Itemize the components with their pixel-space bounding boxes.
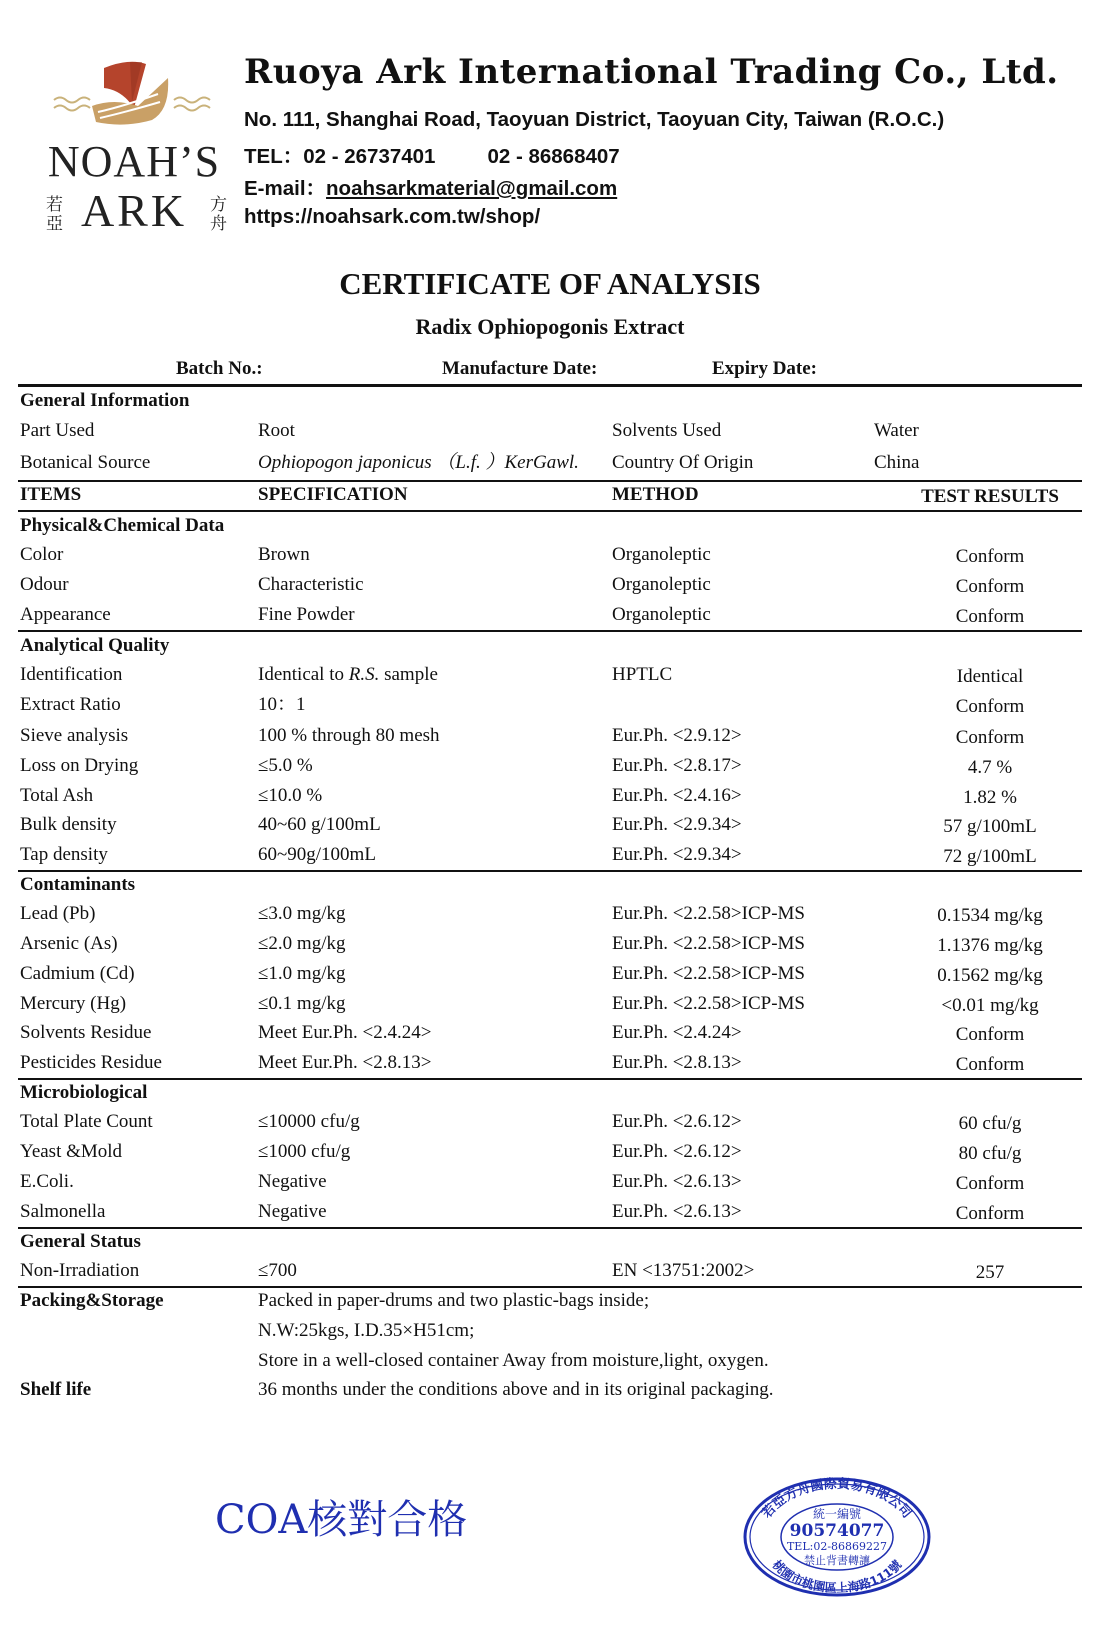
logo-cjk-left: 若亞 bbox=[46, 195, 63, 234]
table-row bbox=[0, 660, 1100, 690]
table-row bbox=[0, 1048, 1100, 1078]
table-row bbox=[0, 721, 1100, 751]
company-email bbox=[244, 171, 617, 201]
section-general-status bbox=[0, 1227, 1100, 1257]
table-row bbox=[0, 929, 1100, 959]
item-method: Eur.Ph. <2.9.12> bbox=[612, 725, 742, 746]
company-seal bbox=[742, 1476, 932, 1598]
item-value: China bbox=[874, 452, 920, 473]
item-spec: Negative bbox=[258, 1171, 327, 1192]
manufacture-date-label: Manufacture Date: bbox=[442, 358, 598, 379]
section-analytical-quality bbox=[0, 631, 1100, 661]
item-name: Bulk density bbox=[20, 814, 117, 835]
item-spec: ≤5.0 % bbox=[258, 755, 313, 776]
company-seal-icon bbox=[742, 1476, 932, 1598]
item-value: Root bbox=[258, 420, 295, 441]
item-method: Eur.Ph. <2.8.13> bbox=[612, 1052, 742, 1073]
svg-text:桃園市桃園區上海路111號: 桃園市桃園區上海路111號 bbox=[769, 1557, 905, 1596]
item-spec: ≤10000 cfu/g bbox=[258, 1111, 360, 1132]
item-spec: Fine Powder bbox=[258, 604, 355, 625]
item-name: Pesticides Residue bbox=[20, 1052, 162, 1073]
item-method: Eur.Ph. <2.6.12> bbox=[612, 1141, 742, 1162]
item-name: Extract Ratio bbox=[20, 694, 121, 715]
item-result: Conform bbox=[955, 1054, 1025, 1075]
section-general-information bbox=[0, 386, 1100, 416]
company-website[interactable]: https://noahsark.com.tw/shop/ bbox=[244, 205, 541, 228]
shelf-life-text: 36 months under the conditions above and in its original packaging. bbox=[258, 1379, 774, 1400]
phone-secondary: 02 - 86868407 bbox=[487, 145, 620, 168]
table-row bbox=[0, 989, 1100, 1019]
table-row bbox=[0, 570, 1100, 600]
shelf-life-label: Shelf life bbox=[20, 1379, 92, 1400]
company-phone bbox=[244, 139, 620, 169]
ark-boat-icon bbox=[34, 50, 234, 140]
packing-line: Packed in paper-drums and two plastic-bags inside; bbox=[258, 1290, 650, 1311]
item-name: Solvents Residue bbox=[20, 1022, 152, 1043]
company-name: Ruoya Ark International Trading Co., Ltd. bbox=[244, 52, 1059, 92]
item-result: Conform bbox=[955, 727, 1025, 748]
item-name: Tap density bbox=[20, 844, 108, 865]
item-result: <0.01 mg/kg bbox=[941, 995, 1039, 1016]
section-contaminants bbox=[0, 870, 1100, 900]
section-title: Physical&Chemical Data bbox=[20, 515, 225, 536]
table-row bbox=[0, 810, 1100, 840]
item-name: Odour bbox=[20, 574, 69, 595]
expiry-date-label: Expiry Date: bbox=[712, 358, 818, 379]
item-result: 4.7 % bbox=[967, 757, 1013, 778]
email-label: E-mail： bbox=[244, 177, 327, 200]
table-row bbox=[0, 899, 1100, 929]
logo-cjk-right: 方舟 bbox=[210, 195, 227, 234]
header-specification: SPECIFICATION bbox=[258, 484, 408, 505]
item-spec: ≤3.0 mg/kg bbox=[258, 903, 346, 924]
item-spec: 40~60 g/100mL bbox=[258, 814, 381, 835]
logo-wordmark-ark: ARK bbox=[80, 185, 188, 236]
item-result: 1.82 % bbox=[963, 787, 1017, 808]
header-items: ITEMS bbox=[20, 484, 82, 505]
item-name: Mercury (Hg) bbox=[20, 993, 127, 1014]
item-spec: Characteristic bbox=[258, 574, 364, 595]
row-botanical-source bbox=[0, 448, 1100, 478]
item-spec: Brown bbox=[258, 544, 310, 565]
item-spec: ≤10.0 % bbox=[258, 785, 323, 806]
item-spec: ≤700 bbox=[258, 1260, 297, 1281]
item-result: Conform bbox=[955, 1024, 1025, 1045]
item-spec: Meet Eur.Ph. <2.8.13> bbox=[258, 1052, 432, 1073]
table-row bbox=[0, 1018, 1100, 1048]
header-test-results: TEST RESULTS bbox=[921, 486, 1059, 507]
section-title: Microbiological bbox=[20, 1082, 148, 1103]
item-method: Eur.Ph. <2.2.58>ICP-MS bbox=[612, 963, 805, 984]
phone-primary: TEL：02 - 26737401 bbox=[244, 145, 436, 168]
packing-label: Packing&Storage bbox=[20, 1290, 164, 1311]
svg-text:若亞方舟國際貿易有限公司: 若亞方舟國際貿易有限公司 bbox=[759, 1476, 915, 1522]
item-method: Organoleptic bbox=[612, 574, 711, 595]
table-row bbox=[0, 840, 1100, 870]
company-logo bbox=[34, 50, 234, 240]
packing-storage-cont bbox=[0, 1346, 1100, 1376]
item-method: Eur.Ph. <2.6.13> bbox=[612, 1201, 742, 1222]
section-microbiological bbox=[0, 1078, 1100, 1108]
section-physical-chemical bbox=[0, 511, 1100, 541]
item-name: Color bbox=[20, 544, 64, 565]
item-name: Identification bbox=[20, 664, 123, 685]
item-name: Yeast &Mold bbox=[20, 1141, 123, 1162]
item-method: Organoleptic bbox=[612, 544, 711, 565]
row-part-used bbox=[0, 416, 1100, 446]
item-result: Conform bbox=[955, 606, 1025, 627]
item-spec: ≤2.0 mg/kg bbox=[258, 933, 346, 954]
item-result: 257 bbox=[975, 1262, 1005, 1283]
item-spec: ≤0.1 mg/kg bbox=[258, 993, 346, 1014]
packing-storage bbox=[0, 1286, 1100, 1316]
item-result: 80 cfu/g bbox=[958, 1143, 1022, 1164]
item-result: Conform bbox=[955, 576, 1025, 597]
table-row bbox=[0, 600, 1100, 630]
product-name: Radix Ophiopogonis Extract bbox=[415, 314, 685, 339]
item-spec: 60~90g/100mL bbox=[258, 844, 376, 865]
item-name: E.Coli. bbox=[20, 1171, 74, 1192]
email-link[interactable]: noahsarkmaterial@gmail.com bbox=[326, 177, 618, 200]
table-row bbox=[0, 959, 1100, 989]
item-result: 60 cfu/g bbox=[958, 1113, 1022, 1134]
item-method: Eur.Ph. <2.4.24> bbox=[612, 1022, 742, 1043]
item-method: Eur.Ph. <2.2.58>ICP-MS bbox=[612, 933, 805, 954]
item-method: Eur.Ph. <2.6.12> bbox=[612, 1111, 742, 1132]
item-spec: Meet Eur.Ph. <2.4.24> bbox=[258, 1022, 432, 1043]
item-result: 1.1376 mg/kg bbox=[937, 935, 1043, 956]
svg-text:禁止背書轉讓: 禁止背書轉讓 bbox=[804, 1554, 870, 1567]
packing-line: N.W:25kgs, I.D.35×H51cm; bbox=[258, 1320, 475, 1341]
item-method: Organoleptic bbox=[612, 604, 711, 625]
section-title: General Information bbox=[20, 390, 190, 411]
item-method: HPTLC bbox=[612, 664, 673, 685]
item-method: Eur.Ph. <2.2.58>ICP-MS bbox=[612, 993, 805, 1014]
table-row bbox=[0, 1167, 1100, 1197]
item-result: 0.1534 mg/kg bbox=[937, 905, 1043, 926]
logo-wordmark-noahs: NOAH’S bbox=[47, 137, 221, 186]
table-row bbox=[0, 1197, 1100, 1227]
table-row bbox=[0, 690, 1100, 720]
table-header bbox=[0, 480, 1100, 510]
shelf-life bbox=[0, 1375, 1100, 1405]
item-label: Solvents Used bbox=[612, 420, 722, 441]
item-method: Eur.Ph. <2.4.16> bbox=[612, 785, 742, 806]
item-value: Water bbox=[874, 420, 919, 441]
item-spec: Identical to R.S. sample bbox=[258, 664, 438, 685]
item-spec: ≤1000 cfu/g bbox=[258, 1141, 351, 1162]
item-result: Conform bbox=[955, 1203, 1025, 1224]
item-spec: 10：1 bbox=[258, 694, 306, 715]
item-method: Eur.Ph. <2.8.17> bbox=[612, 755, 742, 776]
table-row bbox=[0, 1107, 1100, 1137]
item-spec: ≤1.0 mg/kg bbox=[258, 963, 346, 984]
item-method: Eur.Ph. <2.6.13> bbox=[612, 1171, 742, 1192]
item-result: 57 g/100mL bbox=[943, 816, 1037, 837]
section-title: Contaminants bbox=[20, 874, 136, 895]
svg-text:TEL:02-86869227: TEL:02-86869227 bbox=[786, 1540, 888, 1553]
packing-storage-cont bbox=[0, 1316, 1100, 1346]
item-result: Conform bbox=[955, 696, 1025, 717]
item-spec: 100 % through 80 mesh bbox=[258, 725, 440, 746]
section-title: General Status bbox=[20, 1231, 141, 1252]
company-address: No. 111, Shanghai Road, Taoyuan District, Taoyuan City, Taiwan (R.O.C.) bbox=[244, 108, 945, 131]
item-label: Botanical Source bbox=[20, 452, 151, 473]
svg-text:90574077: 90574077 bbox=[789, 1521, 885, 1541]
item-name: Non-Irradiation bbox=[20, 1260, 140, 1281]
item-name: Arsenic (As) bbox=[20, 933, 118, 954]
item-method: Eur.Ph. <2.2.58>ICP-MS bbox=[612, 903, 805, 924]
table-row bbox=[0, 540, 1100, 570]
item-name: Total Ash bbox=[20, 785, 94, 806]
header-method: METHOD bbox=[612, 484, 699, 505]
item-label: Part Used bbox=[20, 420, 95, 441]
item-name: Loss on Drying bbox=[20, 755, 139, 776]
item-label: Country Of Origin bbox=[612, 452, 754, 473]
item-name: Appearance bbox=[20, 604, 111, 625]
batch-number-label: Batch No.: bbox=[176, 358, 263, 379]
item-name: Sieve analysis bbox=[20, 725, 129, 746]
table-row bbox=[0, 1256, 1100, 1286]
item-method: Eur.Ph. <2.9.34> bbox=[612, 844, 742, 865]
document-title: CERTIFICATE OF ANALYSIS bbox=[339, 266, 761, 301]
item-result: 72 g/100mL bbox=[943, 846, 1037, 867]
item-value: Ophiopogon japonicus （L.f. ）KerGawl. bbox=[258, 452, 579, 473]
section-title: Analytical Quality bbox=[20, 635, 170, 656]
table-row bbox=[0, 1137, 1100, 1167]
item-result: Identical bbox=[956, 666, 1024, 687]
table-row bbox=[0, 751, 1100, 781]
coa-verified-stamp: COA核對合格 bbox=[215, 1497, 468, 1543]
packing-line: Store in a well-closed container Away from moisture,light, oxygen. bbox=[258, 1350, 769, 1371]
svg-text:統一編號: 統一編號 bbox=[812, 1507, 862, 1521]
item-result: Conform bbox=[955, 546, 1025, 567]
item-name: Cadmium (Cd) bbox=[20, 963, 135, 984]
item-name: Lead (Pb) bbox=[20, 903, 96, 924]
item-spec: Negative bbox=[258, 1201, 327, 1222]
item-result: 0.1562 mg/kg bbox=[937, 965, 1043, 986]
item-method: Eur.Ph. <2.9.34> bbox=[612, 814, 742, 835]
item-method: EN <13751:2002> bbox=[612, 1260, 755, 1281]
table-row bbox=[0, 781, 1100, 811]
item-result: Conform bbox=[955, 1173, 1025, 1194]
item-name: Total Plate Count bbox=[20, 1111, 153, 1132]
item-name: Salmonella bbox=[20, 1201, 106, 1222]
